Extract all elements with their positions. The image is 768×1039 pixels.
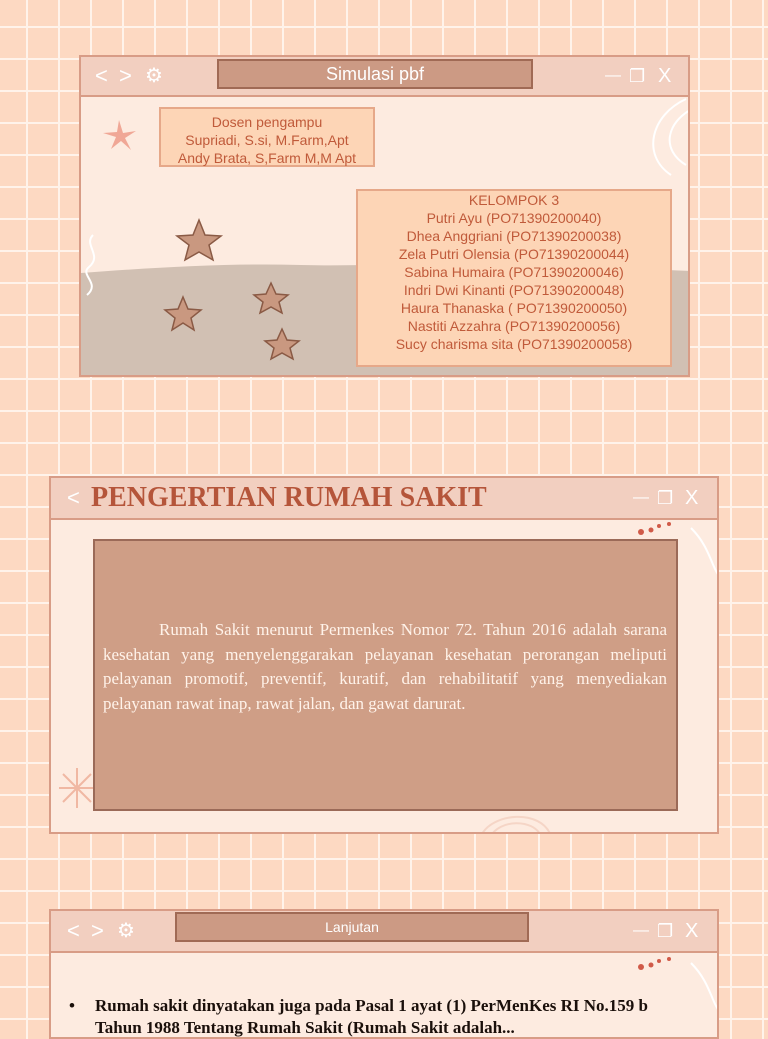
group-member: Haura Thanaska ( PO71390200050) xyxy=(400,300,628,316)
window-pengertian-rumah-sakit xyxy=(49,476,719,834)
back-arrow-icon[interactable]: < xyxy=(67,485,80,510)
group-members-box xyxy=(356,189,672,367)
forward-arrow-icon[interactable]: > xyxy=(91,918,104,943)
gear-icon[interactable]: ⚙ xyxy=(145,65,163,87)
group-member: Zela Putri Olensia (PO71390200044) xyxy=(398,246,630,262)
close-icon[interactable]: X xyxy=(685,920,699,942)
restore-icon[interactable]: ❐ xyxy=(657,488,674,508)
lecturer-name: Supriadi, S.si, M.Farm,Apt xyxy=(185,132,349,148)
window-title-bar-label xyxy=(175,912,529,942)
group-member: Indri Dwi Kinanti (PO71390200048) xyxy=(403,282,625,298)
definition-content-box xyxy=(93,539,678,811)
group-member: Dhea Anggriani (PO71390200038) xyxy=(406,228,622,244)
lecturer-name: Andy Brata, S,Farm M,M Apt xyxy=(177,150,357,166)
window-title: Lanjutan xyxy=(325,919,379,935)
restore-icon[interactable]: ❐ xyxy=(629,66,646,86)
window-titlebar xyxy=(81,57,688,97)
window-lanjutan xyxy=(49,909,719,1039)
group-member: Nastiti Azzahra (PO71390200056) xyxy=(407,318,621,334)
window-titlebar xyxy=(51,911,717,953)
back-arrow-icon[interactable]: < xyxy=(67,918,80,943)
minimize-icon[interactable]: — xyxy=(633,489,649,506)
minimize-icon[interactable]: — xyxy=(605,67,621,84)
group-member: Putri Ayu (PO71390200040) xyxy=(426,210,602,226)
bullet-list xyxy=(69,995,689,1039)
window-title: Simulasi pbf xyxy=(325,64,425,84)
window-simulasi-pbf xyxy=(79,55,690,377)
minimize-icon[interactable]: — xyxy=(633,922,649,939)
group-member: Sucy charisma sita (PO71390200058) xyxy=(395,336,633,352)
close-icon[interactable]: X xyxy=(658,65,672,87)
back-arrow-icon[interactable]: < xyxy=(95,63,108,88)
forward-arrow-icon[interactable]: > xyxy=(119,63,132,88)
window-titlebar xyxy=(51,478,717,520)
definition-paragraph: Rumah Sakit menurut Permenkes Nomor 72. Tahun 2016 adalah sarana kesehatan yang menyelenggarakan pelayanan kesehatan perorangan meliputi pelayanan promotif, preventif, kuratif, dan rehabilitatif yang menyediakan pelayanan rawat inap, rawat jalan, dan gawat darurat. xyxy=(103,620,667,713)
group-member: Sabina Humaira (PO71390200046) xyxy=(404,264,624,280)
bullet-icon: • xyxy=(69,996,75,1015)
window-title: PENGERTIAN RUMAH SAKIT xyxy=(91,482,487,513)
gear-icon[interactable]: ⚙ xyxy=(117,920,135,942)
window-title-bar-label xyxy=(217,59,533,89)
lecturer-box xyxy=(159,107,375,167)
lecturer-heading: Dosen pengampu xyxy=(211,114,323,130)
group-heading: KELOMPOK 3 xyxy=(468,192,560,208)
list-item xyxy=(69,995,689,1039)
bullet-text: Rumah sakit dinyatakan juga pada Pasal 1 ayat (1) PerMenKes RI No.159 b Tahun 1988 Tentang Rumah Sakit (Rumah Sakit adalah... xyxy=(95,996,649,1037)
restore-icon[interactable]: ❐ xyxy=(657,921,674,941)
close-icon[interactable]: X xyxy=(685,487,699,509)
